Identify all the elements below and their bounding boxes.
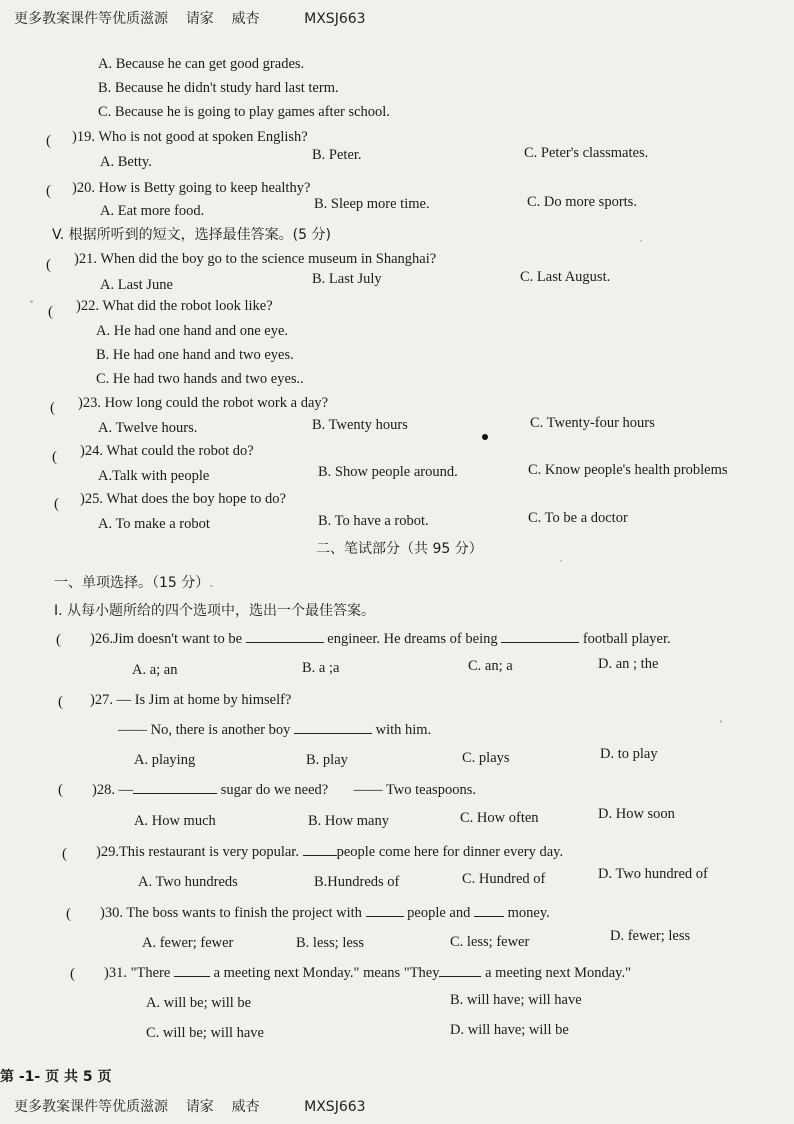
q31-blank-2[interactable]	[439, 964, 481, 977]
q23-option-b: B. Twenty hours	[312, 417, 408, 433]
q25-option-b: B. To have a robot.	[318, 513, 429, 529]
q27-line2-part2: with him.	[375, 722, 432, 738]
q27-line1: )27. — Is Jim at home by himself?	[90, 692, 292, 708]
q30-blank-2[interactable]	[474, 904, 504, 917]
q31-stem-part2: a meeting next Monday." means "They	[213, 965, 440, 981]
q22-stem: )22. What did the robot look like?	[76, 298, 273, 314]
q31-option-b: B. will have; will have	[450, 992, 582, 1008]
header-bar	[14, 8, 366, 28]
q29-stem-part1: )29.This restaurant is very popular.	[96, 844, 299, 860]
q31-blank-1[interactable]	[174, 964, 210, 977]
q30-option-d: D. fewer; less	[610, 928, 691, 944]
q31-stem	[104, 964, 631, 982]
q23-option-c: C. Twenty-four hours	[530, 415, 655, 431]
section-one-title: 一、单项选择。（15 分）	[54, 575, 210, 591]
q20-option-b: B. Sleep more time.	[314, 196, 430, 212]
header-name-text: 威杏	[231, 11, 260, 27]
q29-option-c: C. Hundred of	[462, 871, 546, 887]
q29-option-d: D. Two hundred of	[598, 866, 708, 882]
q23-stem: )23. How long could the robot work a day?	[78, 395, 329, 411]
instruction-title: I. 从每小题所给的四个选项中，选出一个最佳答案。	[54, 603, 376, 619]
q26-stem	[90, 630, 671, 648]
q28-option-c: C. How often	[460, 810, 539, 826]
q20-option-c: C. Do more sports.	[527, 194, 637, 210]
q20-stem: )20. How is Betty going to keep healthy?	[72, 180, 311, 196]
header-left-text: 更多教案课件等优质滋源	[14, 11, 168, 27]
q18-option-c: C. Because he is going to play games after school.	[98, 104, 390, 120]
section-v-title: V. 根据所听到的短文，选择最佳答案。(5 分)	[52, 227, 331, 243]
q28-option-b: B. How many	[308, 813, 389, 829]
q29-stem	[96, 843, 563, 861]
q19-option-b: B. Peter.	[312, 147, 362, 163]
q31-option-a: A. will be; will be	[146, 995, 252, 1011]
q25-option-c: C. To be a doctor	[528, 510, 628, 526]
q30-blank-1[interactable]	[366, 904, 404, 917]
q28-blank[interactable]	[133, 781, 217, 794]
footer-code-text: MXSJ663	[304, 1099, 366, 1115]
scan-speck	[560, 560, 562, 562]
scan-speck	[720, 720, 722, 723]
scan-speck	[640, 240, 642, 242]
q31-stem-part3: a meeting next Monday."	[485, 965, 632, 981]
q30-option-b: B. less; less	[296, 935, 365, 951]
header-code-text: MXSJ663	[304, 11, 366, 27]
q24-option-a: A.Talk with people	[98, 468, 210, 484]
q19-stem: )19. Who is not good at spoken English?	[72, 129, 308, 145]
q31-option-c: C. will be; will have	[146, 1025, 264, 1041]
footer-name-text: 威杏	[231, 1099, 260, 1115]
q30-stem	[100, 904, 550, 922]
q20-option-a: A. Eat more food.	[100, 203, 205, 219]
q28-option-a: A. How much	[134, 813, 216, 829]
footer-left-text: 更多教案课件等优质滋源	[14, 1099, 168, 1115]
q28-stem-part3: —— Two teaspoons.	[353, 782, 476, 798]
q21-answer-paren: (	[46, 257, 51, 273]
q22-answer-paren: (	[48, 304, 53, 320]
q25-answer-paren: (	[54, 496, 59, 512]
q18-option-b: B. Because he didn't study hard last term.	[98, 80, 339, 96]
q25-stem: )25. What does the boy hope to do?	[80, 491, 286, 507]
q27-line2	[118, 721, 431, 739]
part-two-title: 二、笔试部分（共 95 分）	[316, 541, 483, 557]
q27-option-d: D. to play	[600, 746, 658, 762]
q22-option-a: A. He had one hand and one eye.	[96, 323, 289, 339]
q26-stem-part1: )26.Jim doesn't want to be	[90, 631, 243, 647]
q21-option-c: C. Last August.	[520, 269, 611, 285]
q30-option-a: A. fewer; fewer	[142, 935, 234, 951]
q20-answer-paren: (	[46, 183, 51, 199]
q26-option-c: C. an; a	[468, 658, 513, 674]
q28-stem-part2: sugar do we need?	[220, 782, 329, 798]
q26-answer-paren: (	[56, 632, 61, 648]
q30-option-c: C. less; fewer	[450, 934, 530, 950]
q29-option-a: A. Two hundreds	[138, 874, 238, 890]
q28-stem	[92, 781, 476, 799]
page-number: 第 -1- 页 共 5 页	[0, 1069, 112, 1085]
q28-stem-part1: )28. —	[92, 782, 134, 798]
q27-blank[interactable]	[294, 721, 372, 734]
q24-stem: )24. What could the robot do?	[80, 443, 254, 459]
q23-answer-paren: (	[50, 400, 55, 416]
q23-option-a: A. Twelve hours.	[98, 420, 198, 436]
q24-option-b: B. Show people around.	[318, 464, 458, 480]
q21-option-a: A. Last June	[100, 277, 173, 293]
q31-stem-part1: )31. "There	[104, 965, 171, 981]
footer-please-text: 请家	[185, 1099, 214, 1115]
footer-bar	[14, 1096, 366, 1116]
q26-option-a: A. a; an	[132, 662, 178, 678]
q27-option-b: B. play	[306, 752, 348, 768]
q21-option-b: B. Last July	[312, 271, 382, 287]
q24-option-c: C. Know people's health problems	[528, 462, 728, 478]
q29-blank[interactable]	[303, 843, 337, 856]
q28-option-d: D. How soon	[598, 806, 675, 822]
q19-answer-paren: (	[46, 133, 51, 149]
q26-stem-part2: engineer. He dreams of being	[327, 631, 498, 647]
q26-option-b: B. a ;a	[302, 660, 340, 676]
q18-option-a: A. Because he can get good grades.	[98, 56, 305, 72]
q26-blank-2[interactable]	[501, 630, 579, 643]
q22-option-c: C. He had two hands and two eyes..	[96, 371, 304, 387]
scan-speck	[30, 300, 33, 303]
q19-option-a: A. Betty.	[100, 154, 152, 170]
q19-option-c: C. Peter's classmates.	[524, 145, 649, 161]
header-please-text: 请家	[185, 11, 214, 27]
scan-speck	[210, 585, 213, 587]
q24-answer-paren: (	[52, 449, 57, 465]
q31-answer-paren: (	[70, 966, 75, 982]
q30-answer-paren: (	[66, 906, 71, 922]
q30-stem-part2: people and	[407, 905, 471, 921]
ink-dot	[482, 434, 488, 440]
q25-option-a: A. To make a robot	[98, 516, 210, 532]
q31-option-d: D. will have; will be	[450, 1022, 569, 1038]
q27-answer-paren: (	[58, 694, 63, 710]
q29-stem-part2: people come here for dinner every day.	[336, 844, 564, 860]
q27-option-a: A. playing	[134, 752, 196, 768]
q26-option-d: D. an ; the	[598, 656, 659, 672]
q28-answer-paren: (	[58, 782, 63, 798]
q30-stem-part1: )30. The boss wants to finish the project with	[100, 905, 362, 921]
q27-option-c: C. plays	[462, 750, 510, 766]
q27-line2-part1: —— No, there is another boy	[118, 722, 291, 738]
q21-stem: )21. When did the boy go to the science museum in Shanghai?	[74, 251, 437, 267]
q26-blank-1[interactable]	[246, 630, 324, 643]
q29-answer-paren: (	[62, 846, 67, 862]
q30-stem-part3: money.	[507, 905, 550, 921]
q29-option-b: B.Hundreds of	[314, 874, 400, 890]
q26-stem-part3: football player.	[582, 631, 671, 647]
q22-option-b: B. He had one hand and two eyes.	[96, 347, 294, 363]
